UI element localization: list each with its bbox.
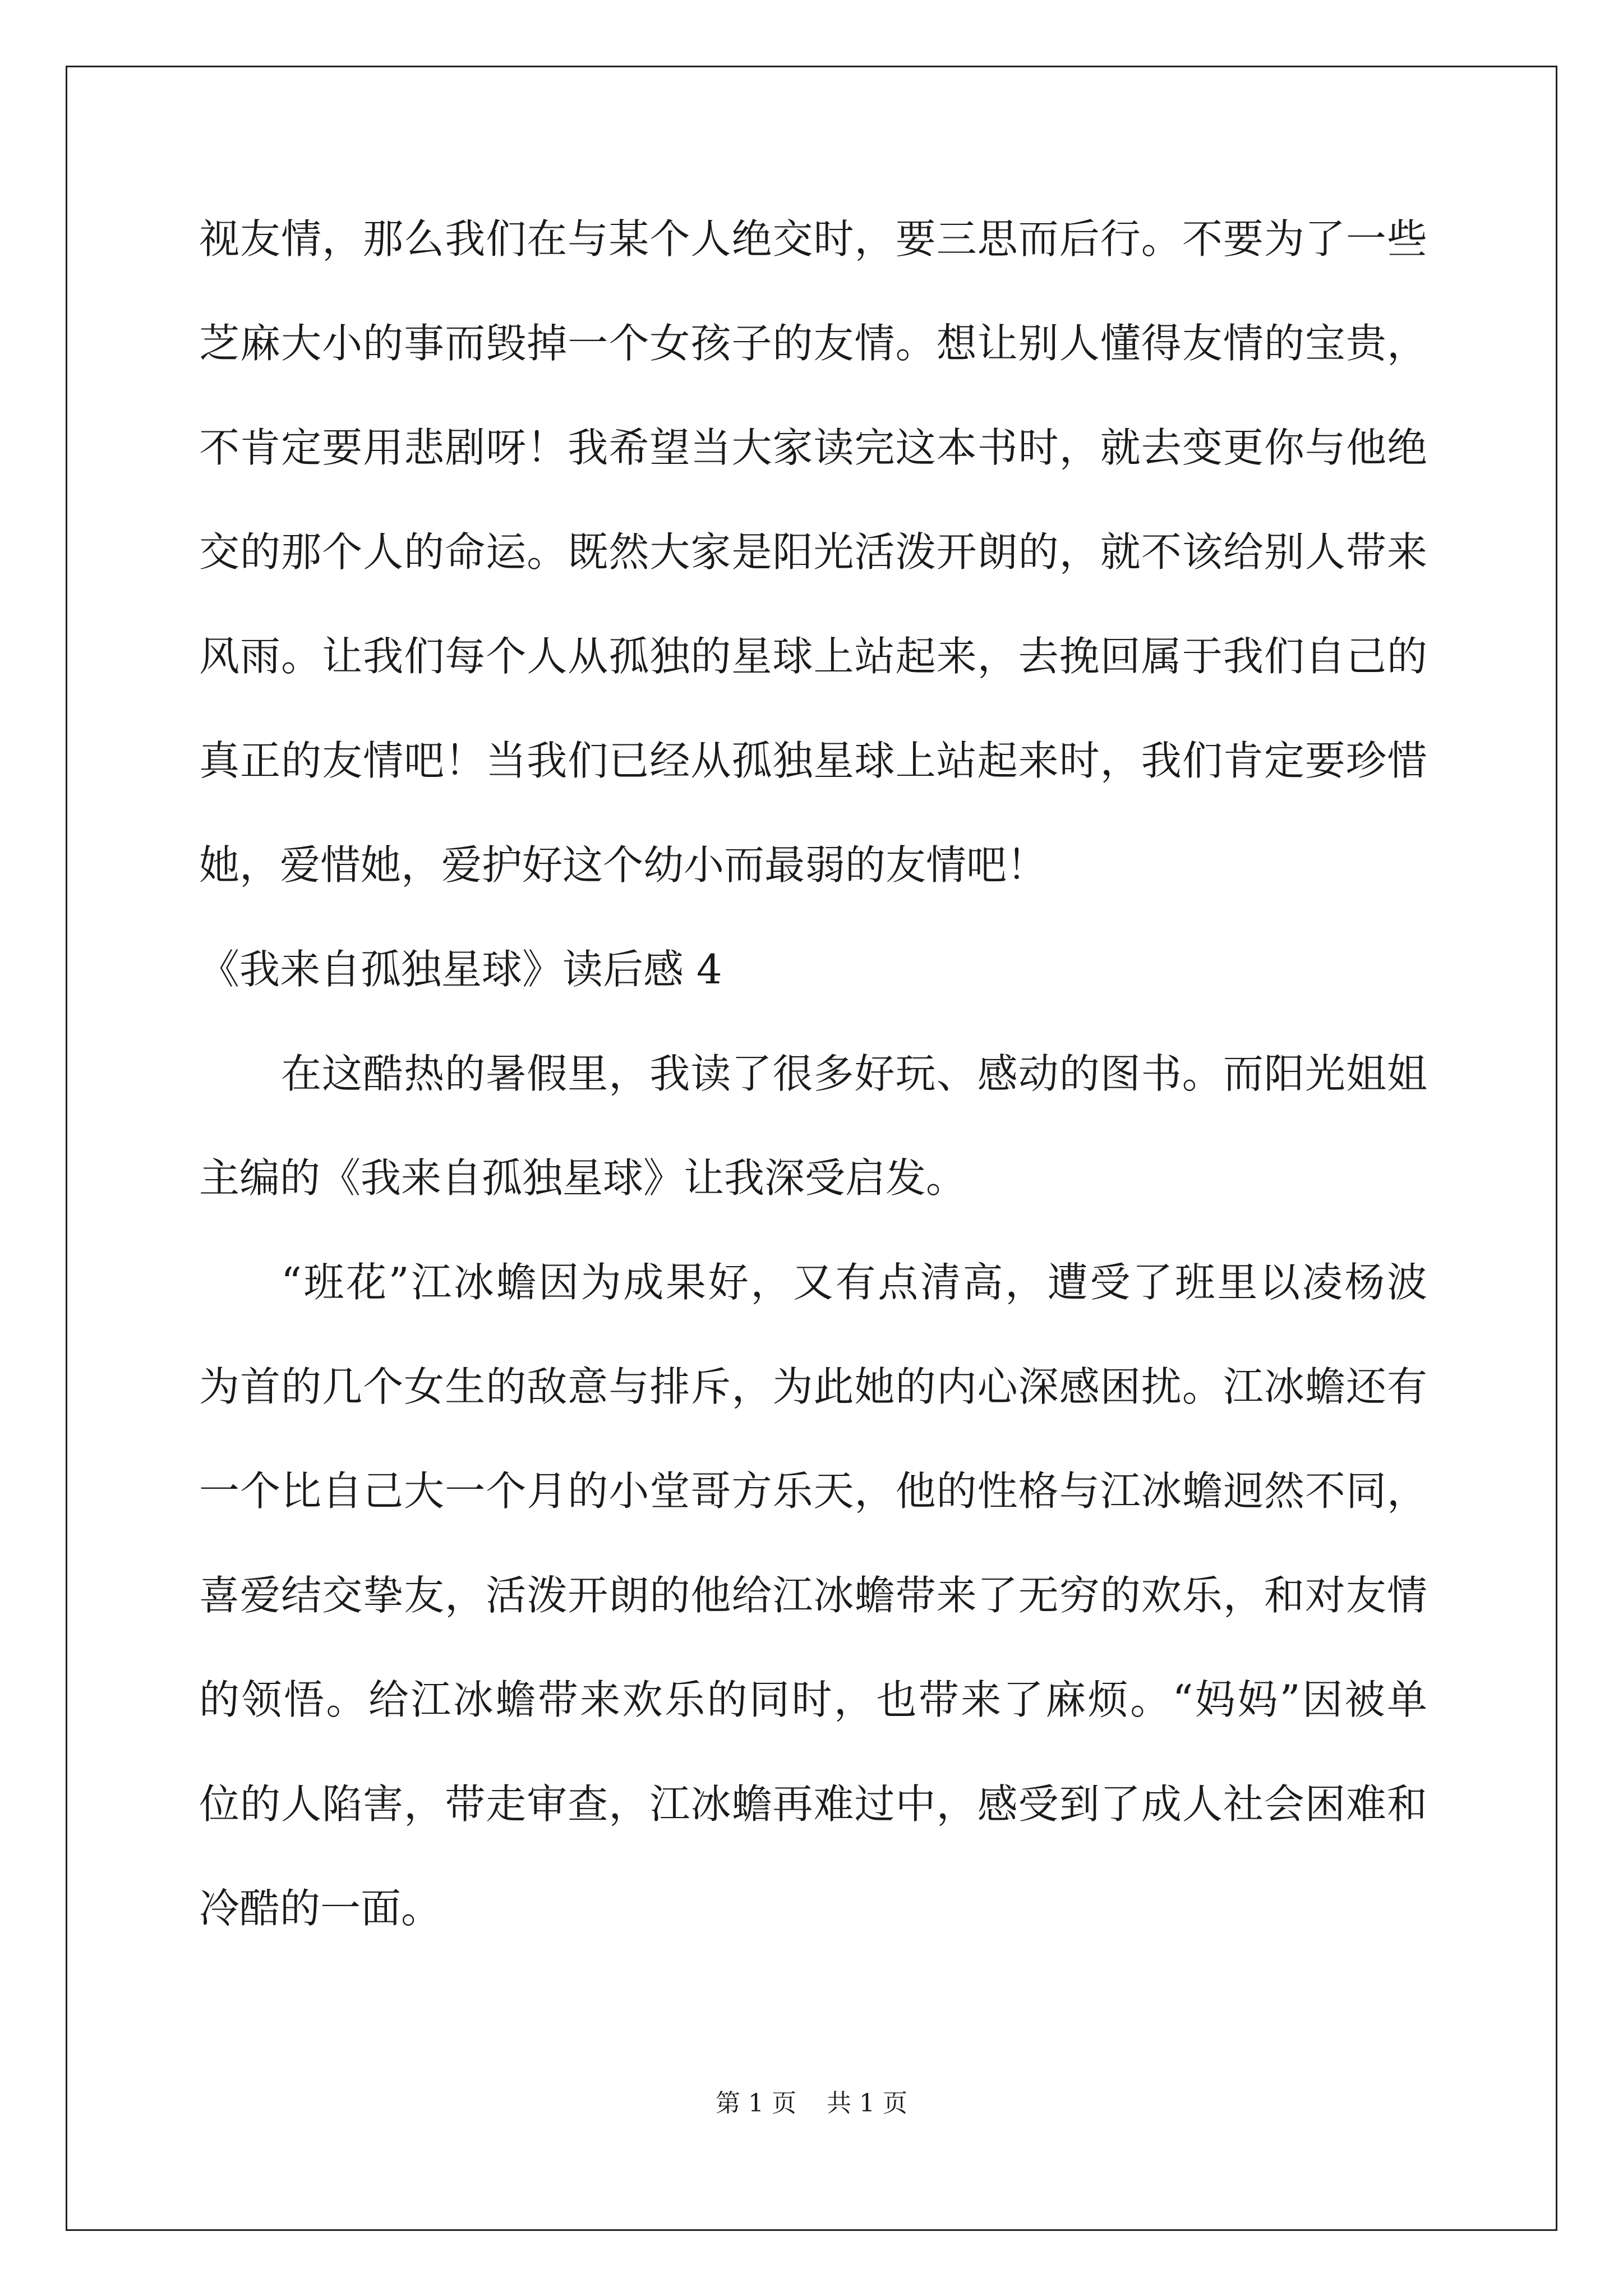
section-heading: 《我来自孤独星球》读后感 4 <box>199 946 722 993</box>
text-line: 为首的几个女生的敌意与排斥，为此她的内心深感困扰。江冰蟾还有 <box>199 1363 1427 1410</box>
text-line: 冷酷的一面。 <box>199 1885 442 1932</box>
text-line: 喜爱结交挚友，活泼开朗的他给江冰蟾带来了无穷的欢乐，和对友情 <box>199 1572 1427 1619</box>
page-footer <box>0 2087 1623 2120</box>
text-line: 不肯定要用悲剧呀！我希望当大家读完这本书时，就去变更你与他绝 <box>199 424 1427 471</box>
text-line: 视友情，那么我们在与某个人绝交时，要三思而后行。不要为了一些 <box>199 215 1427 263</box>
page-total: 共 1 页 <box>827 2089 907 2118</box>
text-line: 芝麻大小的事而毁掉一个女孩子的友情。想让别人懂得友情的宝贵， <box>199 320 1427 367</box>
text-line: 的领悟。给江冰蟾带来欢乐的同时，也带来了麻烦。“妈妈”因被单 <box>199 1676 1427 1723</box>
page-number: 第 1 页 <box>716 2089 796 2118</box>
text-line: 交的那个人的命运。既然大家是阳光活泼开朗的，就不该给别人带来 <box>199 528 1427 576</box>
text-line: “班花”江冰蟾因为成果好，又有点清高，遭受了班里以凌杨波 <box>281 1259 1427 1306</box>
text-line: 一个比自己大一个月的小堂哥方乐天，他的性格与江冰蟾迥然不同， <box>199 1467 1427 1515</box>
text-line: 她，爱惜她，爱护好这个幼小而最弱的友情吧！ <box>199 841 1048 889</box>
text-line: 主编的《我来自孤独星球》让我深受启发。 <box>199 1154 967 1202</box>
text-line: 位的人陷害，带走审查，江冰蟾再难过中，感受到了成人社会困难和 <box>199 1780 1427 1828</box>
text-line: 风雨。让我们每个人从孤独的星球上站起来，去挽回属于我们自己的 <box>199 633 1427 680</box>
text-line: 真正的友情吧！当我们已经从孤独星球上站起来时，我们肯定要珍惜 <box>199 737 1427 784</box>
text-line: 在这酷热的暑假里，我读了很多好玩、感动的图书。而阳光姐姐 <box>281 1050 1427 1097</box>
